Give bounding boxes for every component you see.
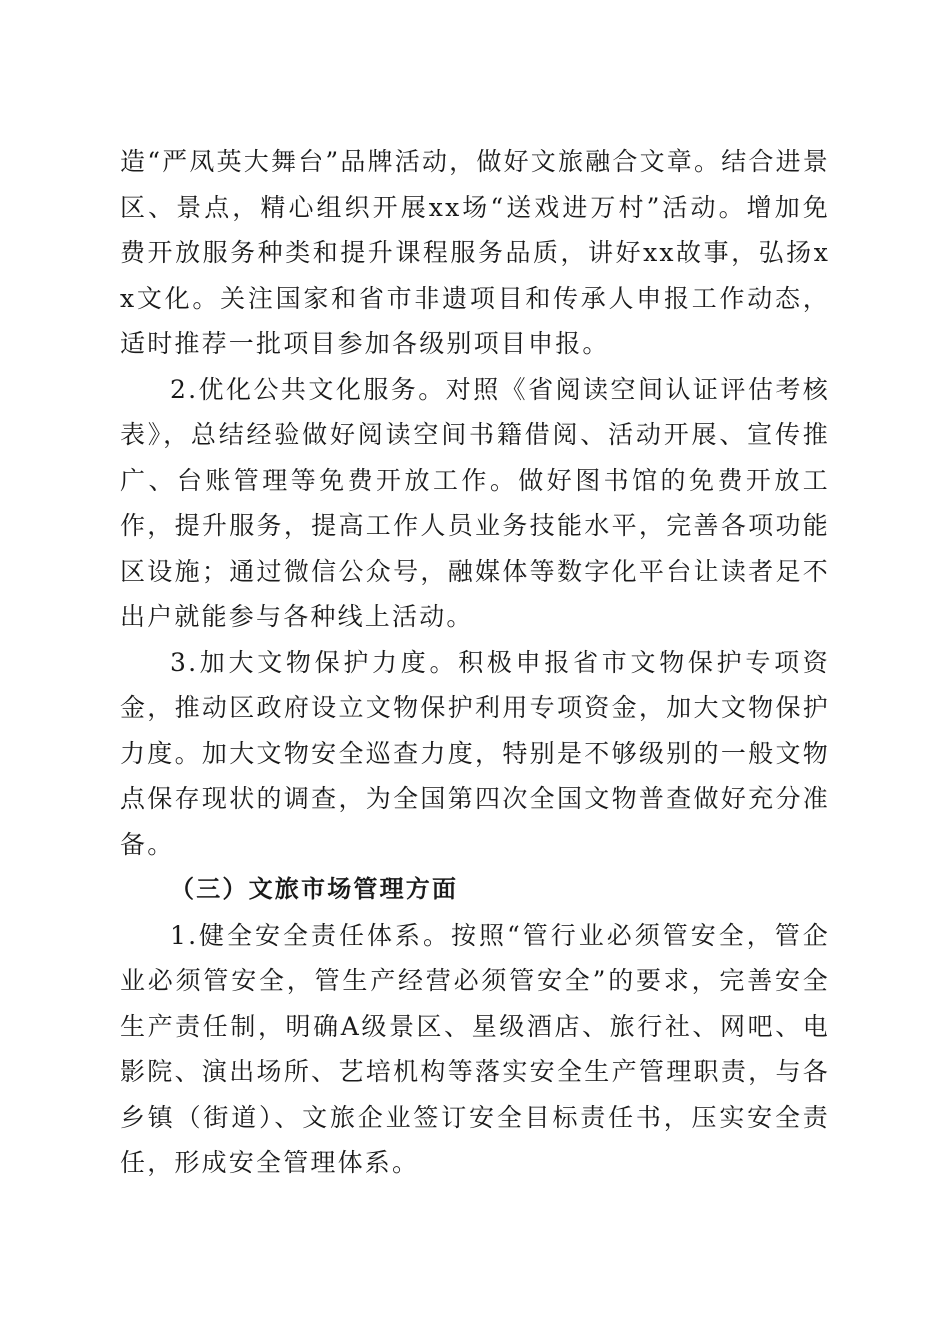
paragraph-brand-activities: 造“严凤英大舞台”品牌活动，做好文旅融合文章。结合进景区、景点，精心组织开展xx场“送戏进万村”活动。增加免费开放服务种类和提升课程服务品质，讲好xx故事，弘扬xx文化。关注国家和省市非遗项目和传承人申报工作动态，适时推荐一批项目参加各级别项目申报。: [120, 147, 830, 358]
paragraph-public-culture-service: 2.优化公共文化服务。对照《省阅读空间认证评估考核表》，总结经验做好阅读空间书籍借阅、活动开展、宣传推广、台账管理等免费开放工作。做好图书馆的免费开放工作，提升服务，提高工作人员业务技能水平，完善各项功能区设施；通过微信公众号，融媒体等数字化平台让读者足不出户就能参与各种线上活动。: [120, 374, 830, 631]
paragraph-safety-responsibility: 1.健全安全责任体系。按照“管行业必须管安全，管企业必须管安全，管生产经营必须管安全”的要求，完善安全生产责任制，明确A级景区、星级酒店、旅行社、网吧、电影院、演出场所、艺培机构等落实安全生产管理职责，与各乡镇（街道）、文旅企业签订安全目标责任书，压实安全责任，形成安全管理体系。: [120, 920, 830, 1177]
paragraph-cultural-relics-protection: 3.加大文物保护力度。积极申报省市文物保护专项资金，推动区政府设立文物保护利用专项资金，加大文物保护力度。加大文物安全巡查力度，特别是不够级别的一般文物点保存现状的调查，为全国第四次全国文物普查做好充分准备。: [120, 647, 830, 859]
document-body: [120, 139, 830, 1186]
section-heading-market-management: （三）文旅市场管理方面: [170, 875, 459, 903]
